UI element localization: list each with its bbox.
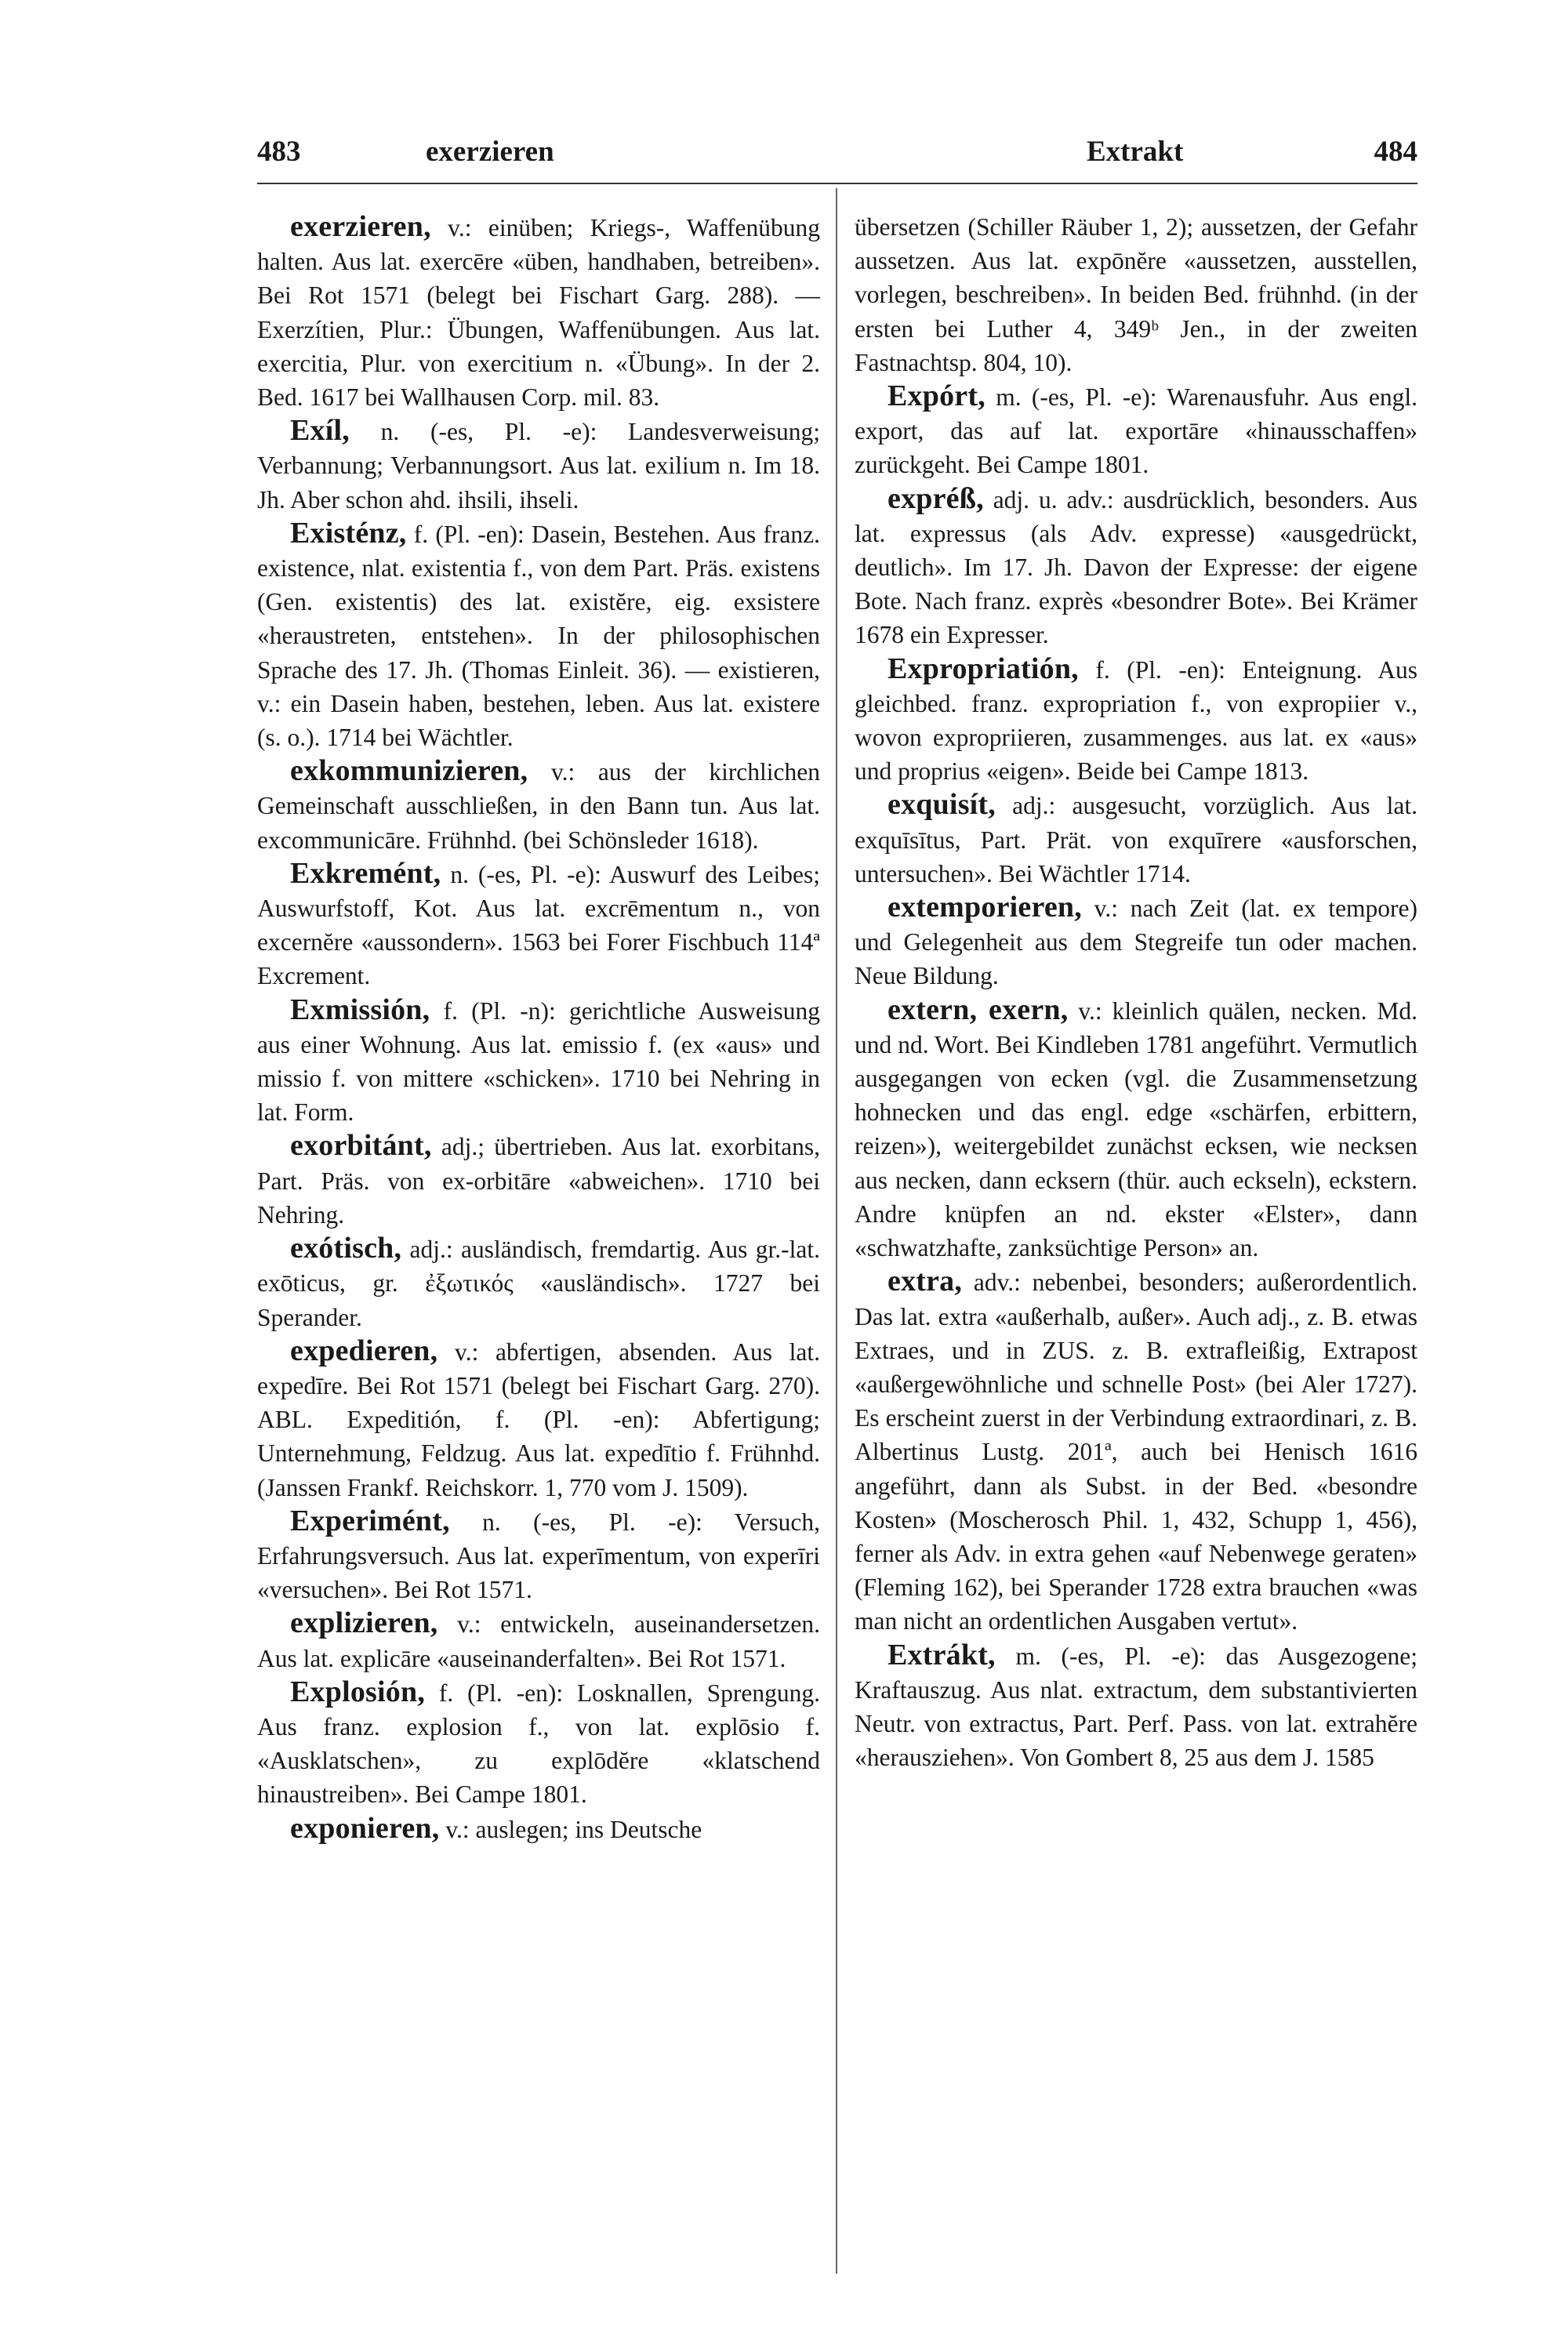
entry-headword: Exkremént, — [290, 856, 441, 890]
dictionary-entry — [257, 754, 820, 857]
dictionary-entry — [855, 379, 1417, 482]
entry-headword: Expropriatión, — [887, 652, 1079, 685]
entry-headword: Experimént, — [290, 1504, 450, 1537]
entry-headword: Extrákt, — [887, 1638, 996, 1671]
entry-headword: Existénz, — [290, 516, 407, 550]
entry-headword: Explosión, — [290, 1675, 426, 1708]
entry-text: adj.; übertrieben. Aus lat. exorbitans, Part. Präs. von ex-orbitāre «abweichen». 1710 bei Nehring. — [257, 1133, 820, 1229]
dictionary-entry — [257, 1129, 820, 1232]
entry-text: adj.: ausländisch, fremdartig. Aus gr.-lat. exōticus, gr. ἐξωτικός «ausländisch». 1727 bei Sperander. — [257, 1236, 821, 1331]
entry-text: v.: kleinlich quälen, necken. Md. und nd. Wort. Bei Kindleben 1781 angeführt. Vermutlich ausgegangen von ecken (vgl. die Zusammensetzung hohnecken und das engl. edge «schärfen, erbittern, reizen»), weitergebildet zunächst ecksen, wie necksen aus necken, dann ecksern (thür. auch eckseln), eckstern. Andre knüpfen an nd. ekster «Elster», dann «schwatzhafte, zanksüchtige Person» an. — [855, 996, 1418, 1262]
running-head-right: Extrakt — [1087, 136, 1184, 168]
entry-text: f. (Pl. -en): Dasein, Bestehen. Aus franz. existence, nlat. existentia f., von dem Part. Präs. existens (Gen. existentis) des lat. existĕre, eig. exsistere «heraustreten, entstehen». In der philosophischen Sprache des 17. Jh. (Thomas Einleit. 36). — existieren, v.: ein Dasein haben, bestehen, leben. Aus lat. existere (s. o.). 1714 bei Wächtler. — [257, 520, 820, 752]
entry-headword: explizieren, — [290, 1606, 438, 1640]
dictionary-entry — [257, 414, 820, 517]
header-rule — [257, 183, 1417, 184]
entry-text: n. (-es, Pl. -e): Versuch, Erfahrungsversuch. Aus lat. experīmentum, von experīri «versuchen». Bei Rot 1571. — [257, 1508, 820, 1604]
entry-headword: extern, exern, — [887, 993, 1069, 1026]
entry-headword: Exmissión, — [290, 993, 430, 1026]
dictionary-entry — [855, 891, 1417, 993]
dictionary-entry — [257, 1812, 820, 1846]
entry-text: f. (Pl. -en): Losknallen, Sprengung. Aus franz. explosion f., von lat. explōsio f. «Ausklatschen», zu explōdĕre «klatschend hinaustreiben». Bei Campe 1801. — [257, 1679, 820, 1809]
entry-text: v.: aus der kirchlichen Gemeinschaft ausschließen, in den Bann tun. Aus lat. excommunicāre. Frühnhd. (bei Schönsleder 1618). — [257, 758, 821, 854]
dictionary-entry — [855, 1639, 1417, 1775]
entry-text: v.: entwickeln, auseinandersetzen. Aus lat. explicāre «auseinanderfalten». Bei Rot 1571. — [257, 1610, 820, 1672]
entry-headword: exótisch, — [290, 1232, 402, 1265]
entry-headword: exquisít, — [887, 788, 996, 822]
entry-text: adj.: ausgesucht, vorzüglich. Aus lat. exquīsītus, Part. Prät. von exquīrere «ausforschen, untersuchen». Bei Wächtler 1714. — [855, 792, 1418, 887]
entry-headword: expedieren, — [290, 1334, 438, 1367]
entry-headword: extra, — [887, 1265, 963, 1298]
dictionary-entry — [257, 1504, 820, 1607]
entry-text: n. (-es, Pl. -e): Landesverweisung; Verbannung; Verbannungsort. Aus lat. exilium n. Im 18. Jh. Aber schon ahd. ihsili, ihseli. — [257, 418, 820, 514]
entry-text: m. (-es, Pl. -e): das Ausgezogene; Kraftauszug. Aus nlat. extractum, dem substantivierten Neutr. von extractus, Part. Perf. Pass. von lat. extrahĕre «herausziehen». Von Gombert 8, 25 aus dem J. 1585 — [855, 1642, 1417, 1772]
left-column — [257, 210, 820, 1846]
entry-headword: extemporieren, — [887, 891, 1082, 924]
page-number-right: 484 — [1374, 136, 1417, 168]
dictionary-entry — [855, 482, 1417, 652]
page-number-left: 483 — [257, 136, 301, 168]
entry-text: v.: abfertigen, absenden. Aus lat. expedīre. Bei Rot 1571 (belegt bei Fischart Garg. 270). ABL. Expeditión, f. (Pl. -en): Abfertigung; Unternehmung, Feldzug. Aus lat. expedītio f. Frühnhd. (Janssen Frankf. Reichskorr. 1, 770 vom J. 1509). — [257, 1338, 820, 1501]
column-divider — [836, 188, 837, 2274]
dictionary-entry — [855, 788, 1417, 891]
entry-headword: exerzieren, — [290, 210, 431, 243]
entry-text: v.: einüben; Kriegs-, Waffenübung halten. Aus lat. exercēre «üben, handhaben, betreiben». Bei Rot 1571 (belegt bei Fischart Garg. 288). — Exerzítien, Plur.: Übungen, Waffenübungen. Aus lat. exercitia, Plur. von exercitium n. «Übung». In der 2. Bed. 1617 bei Wallhausen Corp. mil. 83. — [257, 214, 820, 412]
entry-text: adj. u. adv.: ausdrücklich, besonders. Aus lat. expressus (als Adv. expresse) «ausgedrückt, deutlich». Im 17. Jh. Davon der Expresse: der eigene Bote. Nach franz. exprès «besondrer Bote». Bei Krämer 1678 ein Expresser. — [855, 485, 1418, 649]
entry-text: n. (-es, Pl. -e): Auswurf des Leibes; Auswurfstoff, Kot. Aus lat. excrēmentum n., von excernĕre «aussondern». 1563 bei Forer Fischbuch 114ª Excrement. — [257, 860, 821, 990]
entry-headword: exkommunizieren, — [290, 754, 528, 788]
page-header — [257, 135, 1417, 179]
entry-headword: Exíl, — [290, 414, 350, 448]
entry-headword: exponieren, — [290, 1811, 440, 1845]
entry-text: v.: nach Zeit (lat. ex tempore) und Gelegenheit aus dem Stegreife tun oder machen. Neue Bildung. — [855, 895, 1418, 990]
dictionary-entry — [257, 1232, 820, 1334]
entry-text: übersetzen (Schiller Räuber 1, 2); aussetzen, der Gefahr aussetzen. Aus lat. expōnĕre «aussetzen, ausstellen, vorlegen, beschreiben». In beiden Bed. frühnhd. (in der ersten bei Luther 4, 349ᵇ Jen., in der zweiten Fastnachtsp. 804, 10). — [855, 213, 1417, 376]
dictionary-entry — [257, 993, 820, 1130]
dictionary-entry — [257, 517, 820, 754]
entry-text: adv.: nebenbei, besonders; außerordentlich. Das lat. extra «außerhalb, außer». Auch adj., z. B. etwas Extraes, und in ZUS. z. B. extrafleißig, Extrapost «außergewöhnliche und schnelle Post» (bei Aler 1727). Es erscheint zuerst in der Verbindung extraordinari, z. B. Albertinus Lustg. 201ª, auch bei Henisch 1616 angeführt, dann als Subst. in der Bed. «besondre Kosten» (Moscherosch Phil. 1, 432, Schupp 1, 456), ferner als Adv. in extra gehen «auf Nebenwege geraten» (Fleming 162), bei Sperander 1728 extra brauchen «was man nicht an ordentlichen Ausgaben vertut». — [855, 1269, 1418, 1635]
entry-text: v.: auslegen; ins Deutsche — [445, 1815, 702, 1843]
dictionary-entry — [855, 210, 1417, 379]
dictionary-entry — [257, 857, 820, 993]
entry-text: f. (Pl. -en): Enteignung. Aus gleichbed. franz. expropriation f., von expropiier v., wovon expropriieren, zusammenges. aus lat. ex «aus» und proprius «eigen». Beide bei Campe 1813. — [855, 655, 1417, 786]
running-head-left: exerzieren — [426, 136, 554, 168]
entry-text: f. (Pl. -n): gerichtliche Ausweisung aus einer Wohnung. Aus lat. emissio f. (ex «aus» und missio f. von mittere «schicken». 1710 bei Nehring in lat. Form. — [257, 996, 821, 1127]
dictionary-entry — [257, 1675, 820, 1812]
right-column — [855, 210, 1417, 1774]
dictionary-entry — [855, 1265, 1417, 1638]
entry-headword: Expórt, — [887, 379, 985, 413]
dictionary-entry — [855, 652, 1417, 789]
dictionary-entry — [855, 993, 1417, 1265]
entry-text: m. (-es, Pl. -e): Warenausfuhr. Aus engl. export, das auf lat. exportāre «hinausschaffen» zurückgeht. Bei Campe 1801. — [855, 383, 1417, 479]
dictionary-entry — [257, 1334, 820, 1504]
dictionary-entry — [257, 1606, 820, 1675]
dictionary-entry — [257, 210, 820, 414]
entry-headword: exorbitánt, — [290, 1129, 432, 1163]
entry-headword: expréß, — [887, 481, 984, 515]
